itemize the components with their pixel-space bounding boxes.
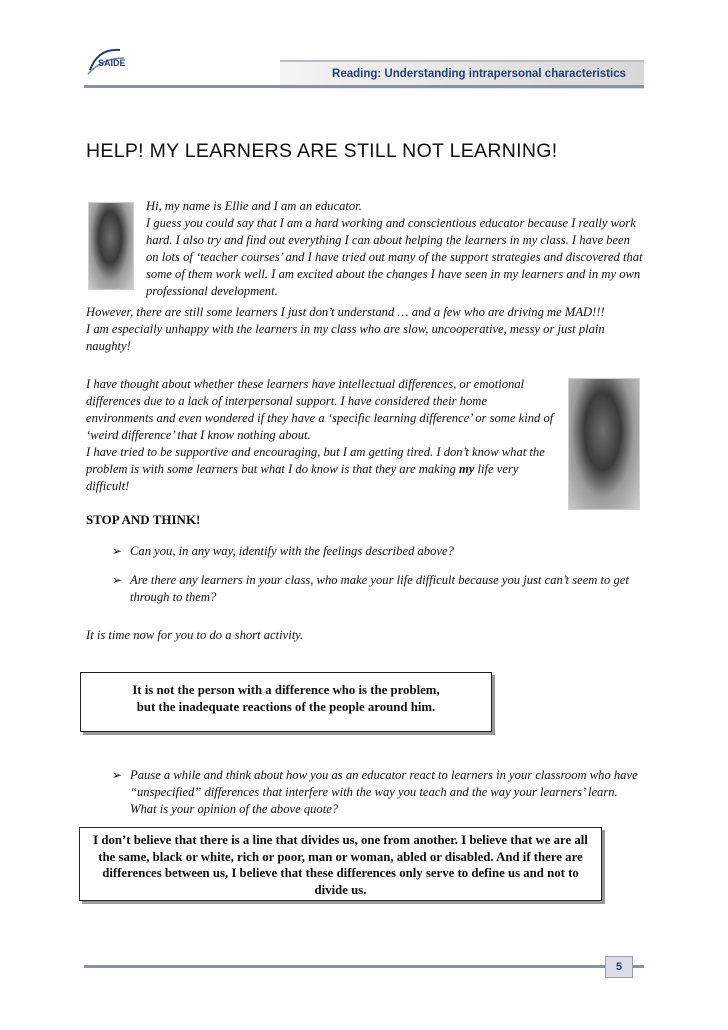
bullet-text: Are there any learners in your class, who make your life difficult because you just can’t seem to get through to them?: [130, 573, 629, 604]
however-paragraph: [86, 304, 646, 355]
thought-line-2-end: life very difficult!: [86, 462, 519, 493]
running-header-title: Reading: Understanding intrapersonal characteristics: [332, 68, 626, 80]
quote-1-line-2: but the inadequate reactions of the people around him.: [136, 700, 436, 714]
however-line-2: I am especially unhappy with the learners in my class who are slow, uncooperative, messy or just plain naughty!: [86, 322, 605, 353]
however-line-1: However, there are still some learners I just don’t understand … and a few who are driving me MAD!!!: [86, 305, 605, 319]
bullet-text: Pause a while and think about how you as an educator react to learners in your classroom who have “unspecified” differences that interfere with the way you teach and the way your learners’ learn. What is your opinion of the above quote?: [130, 768, 638, 816]
stop-and-think-heading: STOP AND THINK!: [86, 512, 201, 527]
thought-paragraph: [86, 376, 556, 495]
quote-1-text: [91, 682, 481, 716]
quote-1-line-1: It is not the person with a difference who is the problem,: [132, 683, 440, 697]
bullet-text: Can you, in any way, identify with the feelings described above?: [130, 544, 454, 558]
arrow-bullet-icon: ➢: [112, 544, 123, 558]
quote-2-text: I don’t believe that there is a line that divides us, one from another. I believe that we are all the same, black or white, rich or poor, man or woman, abled or disabled. And if there are differences between us, I believe that these differences only serve to define us and not to divide us.: [93, 833, 588, 897]
activity-intro: It is time now for you to do a short activity.: [86, 628, 304, 642]
arrow-bullet-icon: ➢: [112, 768, 123, 782]
page-title: HELP! MY LEARNERS ARE STILL NOT LEARNING!: [86, 140, 558, 162]
intro-line-2: I guess you could say that I am a hard working and conscientious educator because I really work hard. I also try and find out everything I can about helping the learners in my class. I have been on lots of ‘teacher courses’ and I have tried out many of the support strategies and discovered that some of them work well. I am excited about the changes I have seen in my learners and in my own professional development.: [146, 216, 643, 298]
thought-line-2: [86, 444, 556, 495]
quote-box-1: [80, 672, 492, 732]
quote-box-2: [79, 827, 602, 901]
ellie-photo-small: [88, 202, 134, 290]
arrow-bullet-icon: ➢: [112, 573, 123, 587]
header-bar: [84, 60, 644, 87]
thought-line-2-emphasis: my: [459, 462, 475, 476]
header-rule: [84, 85, 644, 88]
thought-line-2-start: I have tried to be supportive and encouraging, but I am getting tired. I don’t know what the problem is with some learners but what I do know is that they are making: [86, 445, 545, 476]
intro-line-1: Hi, my name is Ellie and I am an educator.: [146, 199, 362, 213]
intro-paragraph: [146, 198, 644, 300]
thought-line-1: I have thought about whether these learners have intellectual differences, or emotional differences due to a lack of interpersonal support. I have considered their home environments and even wondered if they have a ‘specific learning difference’ or some kind of ‘weird difference’ that I know nothing about.: [86, 377, 554, 442]
page-number: 5: [605, 956, 633, 978]
ellie-photo-large: [568, 378, 640, 510]
logo-text: SAIDE: [98, 58, 126, 68]
footer-rule: [84, 965, 644, 968]
